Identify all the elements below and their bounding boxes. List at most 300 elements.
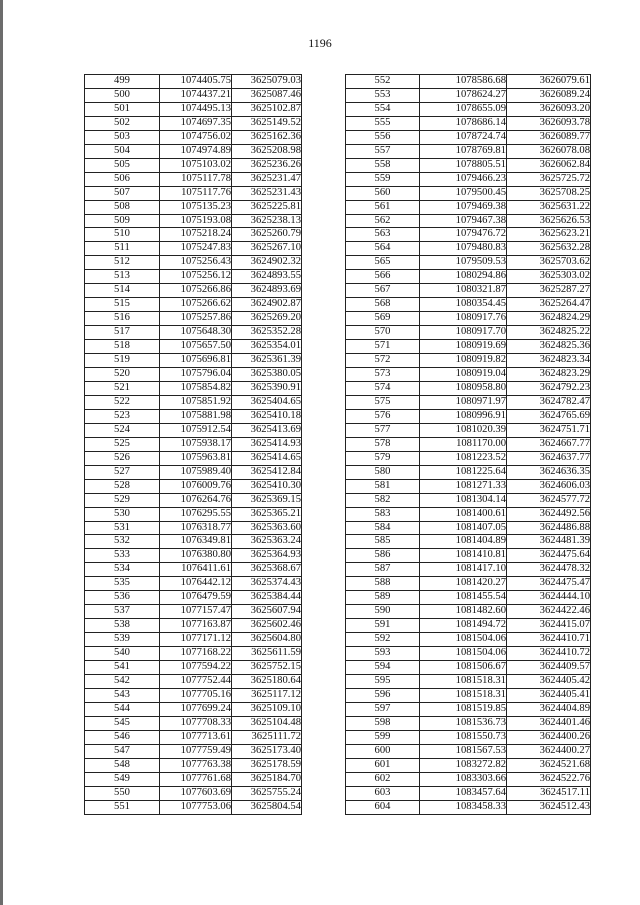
- y-coordinate-cell: 3625352.28: [232, 326, 302, 340]
- y-coordinate-cell: 3625703.62: [507, 256, 591, 270]
- table-row: [346, 647, 591, 661]
- table-row: [346, 423, 591, 437]
- point-number-cell: 516: [85, 312, 160, 326]
- table-row: [346, 172, 591, 186]
- point-number-cell: 509: [85, 214, 160, 228]
- x-coordinate-cell: 1078624.27: [420, 88, 507, 102]
- y-coordinate-cell: 3625109.10: [232, 702, 302, 716]
- y-coordinate-cell: 3624405.41: [507, 688, 591, 702]
- y-coordinate-cell: 3624478.32: [507, 563, 591, 577]
- table-row: [346, 214, 591, 228]
- x-coordinate-cell: 1075657.50: [160, 340, 232, 354]
- y-coordinate-cell: 3626062.84: [507, 158, 591, 172]
- table-row: [85, 423, 302, 437]
- x-coordinate-cell: 1075989.40: [160, 465, 232, 479]
- table-row: [85, 340, 302, 354]
- table-row: [346, 284, 591, 298]
- x-coordinate-cell: 1075938.17: [160, 437, 232, 451]
- y-coordinate-cell: 3626079.61: [507, 75, 591, 89]
- y-coordinate-cell: 3624893.55: [232, 270, 302, 284]
- table-row: [346, 437, 591, 451]
- table-row: [346, 158, 591, 172]
- table-row: [85, 437, 302, 451]
- y-coordinate-cell: 3625368.67: [232, 563, 302, 577]
- table-row: [346, 368, 591, 382]
- table-row: [85, 591, 302, 605]
- point-number-cell: 557: [346, 144, 420, 158]
- x-coordinate-cell: 1078586.68: [420, 75, 507, 89]
- x-coordinate-cell: 1075266.86: [160, 284, 232, 298]
- point-number-cell: 563: [346, 228, 420, 242]
- x-coordinate-cell: 1080294.86: [420, 270, 507, 284]
- table-row: [346, 605, 591, 619]
- y-coordinate-cell: 3624637.77: [507, 451, 591, 465]
- table-row: [346, 340, 591, 354]
- point-number-cell: 559: [346, 172, 420, 186]
- x-coordinate-cell: 1074756.02: [160, 130, 232, 144]
- y-coordinate-cell: 3625390.91: [232, 381, 302, 395]
- table-row: [85, 758, 302, 772]
- x-coordinate-cell: 1075696.81: [160, 354, 232, 368]
- x-coordinate-cell: 1081020.39: [420, 423, 507, 437]
- point-number-cell: 519: [85, 354, 160, 368]
- table-row: [346, 451, 591, 465]
- x-coordinate-cell: 1076295.55: [160, 507, 232, 521]
- y-coordinate-cell: 3625602.46: [232, 619, 302, 633]
- x-coordinate-cell: 1081504.06: [420, 647, 507, 661]
- x-coordinate-cell: 1081407.05: [420, 521, 507, 535]
- table-row: [346, 716, 591, 730]
- x-coordinate-cell: 1078655.09: [420, 102, 507, 116]
- table-row: [85, 116, 302, 130]
- table-row: [85, 563, 302, 577]
- x-coordinate-cell: 1075247.83: [160, 242, 232, 256]
- table-row: [346, 577, 591, 591]
- table-row: [346, 298, 591, 312]
- point-number-cell: 591: [346, 619, 420, 633]
- point-number-cell: 502: [85, 116, 160, 130]
- x-coordinate-cell: 1081518.31: [420, 674, 507, 688]
- point-number-cell: 539: [85, 633, 160, 647]
- x-coordinate-cell: 1075256.43: [160, 256, 232, 270]
- y-coordinate-cell: 3624577.72: [507, 493, 591, 507]
- point-number-cell: 560: [346, 186, 420, 200]
- y-coordinate-cell: 3625287.27: [507, 284, 591, 298]
- point-number-cell: 549: [85, 772, 160, 786]
- y-coordinate-cell: 3625412.84: [232, 465, 302, 479]
- table-row: [85, 395, 302, 409]
- y-coordinate-cell: 3624667.77: [507, 437, 591, 451]
- point-number-cell: 596: [346, 688, 420, 702]
- point-number-cell: 566: [346, 270, 420, 284]
- table-row: [85, 326, 302, 340]
- y-coordinate-cell: 3625374.43: [232, 577, 302, 591]
- point-number-cell: 523: [85, 409, 160, 423]
- x-coordinate-cell: 1081304.14: [420, 493, 507, 507]
- point-number-cell: 505: [85, 158, 160, 172]
- y-coordinate-cell: 3625079.03: [232, 75, 302, 89]
- x-coordinate-cell: 1081400.61: [420, 507, 507, 521]
- y-coordinate-cell: 3625117.12: [232, 688, 302, 702]
- table-row: [346, 591, 591, 605]
- y-coordinate-cell: 3625111.72: [232, 730, 302, 744]
- table-row: [346, 75, 591, 89]
- x-coordinate-cell: 1075851.92: [160, 395, 232, 409]
- point-number-cell: 540: [85, 647, 160, 661]
- y-coordinate-cell: 3626078.08: [507, 144, 591, 158]
- y-coordinate-cell: 3625269.20: [232, 312, 302, 326]
- point-number-cell: 604: [346, 800, 420, 814]
- x-coordinate-cell: 1080354.45: [420, 298, 507, 312]
- point-number-cell: 543: [85, 688, 160, 702]
- point-number-cell: 503: [85, 130, 160, 144]
- x-coordinate-cell: 1081567.53: [420, 744, 507, 758]
- table-row: [85, 172, 302, 186]
- point-number-cell: 528: [85, 479, 160, 493]
- point-number-cell: 531: [85, 521, 160, 535]
- table-row: [346, 256, 591, 270]
- point-number-cell: 533: [85, 549, 160, 563]
- y-coordinate-cell: 3625361.39: [232, 354, 302, 368]
- point-number-cell: 553: [346, 88, 420, 102]
- point-number-cell: 556: [346, 130, 420, 144]
- x-coordinate-cell: 1076411.61: [160, 563, 232, 577]
- x-coordinate-cell: 1075266.62: [160, 298, 232, 312]
- y-coordinate-cell: 3625264.47: [507, 298, 591, 312]
- x-coordinate-cell: 1076318.77: [160, 521, 232, 535]
- x-coordinate-cell: 1081170.00: [420, 437, 507, 451]
- table-row: [85, 716, 302, 730]
- x-coordinate-cell: 1076380.80: [160, 549, 232, 563]
- point-number-cell: 542: [85, 674, 160, 688]
- point-number-cell: 569: [346, 312, 420, 326]
- table-row: [85, 647, 302, 661]
- x-coordinate-cell: 1077708.33: [160, 716, 232, 730]
- x-coordinate-cell: 1083272.82: [420, 758, 507, 772]
- x-coordinate-cell: 1081494.72: [420, 619, 507, 633]
- y-coordinate-cell: 3625184.70: [232, 772, 302, 786]
- x-coordinate-cell: 1081455.54: [420, 591, 507, 605]
- x-coordinate-cell: 1075912.54: [160, 423, 232, 437]
- y-coordinate-cell: 3624512.43: [507, 800, 591, 814]
- point-number-cell: 512: [85, 256, 160, 270]
- point-number-cell: 548: [85, 758, 160, 772]
- table-row: [85, 298, 302, 312]
- x-coordinate-cell: 1081420.27: [420, 577, 507, 591]
- point-number-cell: 584: [346, 521, 420, 535]
- point-number-cell: 601: [346, 758, 420, 772]
- point-number-cell: 504: [85, 144, 160, 158]
- y-coordinate-cell: 3624765.69: [507, 409, 591, 423]
- table-row: [346, 326, 591, 340]
- table-row: [346, 144, 591, 158]
- table-row: [346, 521, 591, 535]
- point-number-cell: 575: [346, 395, 420, 409]
- table-row: [346, 800, 591, 814]
- x-coordinate-cell: 1077603.69: [160, 786, 232, 800]
- table-row: [85, 200, 302, 214]
- table-row: [85, 214, 302, 228]
- y-coordinate-cell: 3625631.22: [507, 200, 591, 214]
- point-number-cell: 552: [346, 75, 420, 89]
- point-number-cell: 586: [346, 549, 420, 563]
- x-coordinate-cell: 1080971.97: [420, 395, 507, 409]
- table-row: [85, 381, 302, 395]
- point-number-cell: 515: [85, 298, 160, 312]
- y-coordinate-cell: 3625369.15: [232, 493, 302, 507]
- y-coordinate-cell: 3625354.01: [232, 340, 302, 354]
- point-number-cell: 595: [346, 674, 420, 688]
- table-row: [346, 633, 591, 647]
- y-coordinate-cell: 3624517.11: [507, 786, 591, 800]
- y-coordinate-cell: 3624792.23: [507, 381, 591, 395]
- x-coordinate-cell: 1074974.89: [160, 144, 232, 158]
- x-coordinate-cell: 1075648.30: [160, 326, 232, 340]
- point-number-cell: 593: [346, 647, 420, 661]
- point-number-cell: 547: [85, 744, 160, 758]
- table-row: [85, 633, 302, 647]
- point-number-cell: 511: [85, 242, 160, 256]
- table-row: [346, 507, 591, 521]
- y-coordinate-cell: 3624825.22: [507, 326, 591, 340]
- x-coordinate-cell: 1079469.38: [420, 200, 507, 214]
- x-coordinate-cell: 1077752.44: [160, 674, 232, 688]
- y-coordinate-cell: 3624401.46: [507, 716, 591, 730]
- y-coordinate-cell: 3624521.68: [507, 758, 591, 772]
- table-row: [346, 242, 591, 256]
- table-row: [346, 465, 591, 479]
- y-coordinate-cell: 3624475.47: [507, 577, 591, 591]
- x-coordinate-cell: 1075796.04: [160, 368, 232, 382]
- table-row: [85, 786, 302, 800]
- x-coordinate-cell: 1075854.82: [160, 381, 232, 395]
- point-number-cell: 602: [346, 772, 420, 786]
- x-coordinate-cell: 1080919.82: [420, 354, 507, 368]
- x-coordinate-cell: 1078724.74: [420, 130, 507, 144]
- table-row: [85, 535, 302, 549]
- y-coordinate-cell: 3624636.35: [507, 465, 591, 479]
- point-number-cell: 579: [346, 451, 420, 465]
- y-coordinate-cell: 3625238.13: [232, 214, 302, 228]
- point-number-cell: 520: [85, 368, 160, 382]
- x-coordinate-cell: 1077699.24: [160, 702, 232, 716]
- table-row: [85, 661, 302, 675]
- x-coordinate-cell: 1081504.06: [420, 633, 507, 647]
- point-number-cell: 564: [346, 242, 420, 256]
- point-number-cell: 517: [85, 326, 160, 340]
- y-coordinate-cell: 3625087.46: [232, 88, 302, 102]
- table-row: [85, 158, 302, 172]
- y-coordinate-cell: 3625410.18: [232, 409, 302, 423]
- table-row: [85, 619, 302, 633]
- x-coordinate-cell: 1075117.76: [160, 186, 232, 200]
- table-row: [346, 312, 591, 326]
- table-row: [85, 75, 302, 89]
- y-coordinate-cell: 3624409.57: [507, 661, 591, 675]
- table-row: [346, 102, 591, 116]
- x-coordinate-cell: 1076264.76: [160, 493, 232, 507]
- x-coordinate-cell: 1074437.21: [160, 88, 232, 102]
- table-row: [85, 270, 302, 284]
- y-coordinate-cell: 3625303.02: [507, 270, 591, 284]
- x-coordinate-cell: 1078769.81: [420, 144, 507, 158]
- y-coordinate-cell: 3625363.60: [232, 521, 302, 535]
- y-coordinate-cell: 3625364.93: [232, 549, 302, 563]
- point-number-cell: 562: [346, 214, 420, 228]
- x-coordinate-cell: 1076442.12: [160, 577, 232, 591]
- y-coordinate-cell: 3624902.32: [232, 256, 302, 270]
- table-row: [85, 144, 302, 158]
- point-number-cell: 544: [85, 702, 160, 716]
- table-row: [346, 88, 591, 102]
- table-row: [346, 563, 591, 577]
- point-number-cell: 571: [346, 340, 420, 354]
- x-coordinate-cell: 1081519.85: [420, 702, 507, 716]
- table-row: [85, 228, 302, 242]
- left-coordinate-table: [84, 74, 302, 815]
- x-coordinate-cell: 1081550.73: [420, 730, 507, 744]
- point-number-cell: 522: [85, 395, 160, 409]
- y-coordinate-cell: 3625414.65: [232, 451, 302, 465]
- point-number-cell: 550: [85, 786, 160, 800]
- table-row: [346, 758, 591, 772]
- x-coordinate-cell: 1080958.80: [420, 381, 507, 395]
- point-number-cell: 598: [346, 716, 420, 730]
- x-coordinate-cell: 1079509.53: [420, 256, 507, 270]
- y-coordinate-cell: 3624823.29: [507, 368, 591, 382]
- y-coordinate-cell: 3625231.47: [232, 172, 302, 186]
- point-number-cell: 541: [85, 661, 160, 675]
- y-coordinate-cell: 3624782.47: [507, 395, 591, 409]
- x-coordinate-cell: 1081482.60: [420, 605, 507, 619]
- point-number-cell: 568: [346, 298, 420, 312]
- x-coordinate-cell: 1083458.33: [420, 800, 507, 814]
- point-number-cell: 599: [346, 730, 420, 744]
- y-coordinate-cell: 3625178.59: [232, 758, 302, 772]
- y-coordinate-cell: 3625267.10: [232, 242, 302, 256]
- x-coordinate-cell: 1080996.91: [420, 409, 507, 423]
- point-number-cell: 524: [85, 423, 160, 437]
- x-coordinate-cell: 1081506.67: [420, 661, 507, 675]
- y-coordinate-cell: 3625413.69: [232, 423, 302, 437]
- point-number-cell: 597: [346, 702, 420, 716]
- x-coordinate-cell: 1078805.51: [420, 158, 507, 172]
- table-row: [85, 465, 302, 479]
- table-row: [85, 493, 302, 507]
- x-coordinate-cell: 1074495.13: [160, 102, 232, 116]
- point-number-cell: 529: [85, 493, 160, 507]
- y-coordinate-cell: 3625752.15: [232, 661, 302, 675]
- point-number-cell: 600: [346, 744, 420, 758]
- y-coordinate-cell: 3624522.76: [507, 772, 591, 786]
- point-number-cell: 537: [85, 605, 160, 619]
- y-coordinate-cell: 3625180.64: [232, 674, 302, 688]
- point-number-cell: 536: [85, 591, 160, 605]
- table-row: [85, 312, 302, 326]
- y-coordinate-cell: 3624404.89: [507, 702, 591, 716]
- x-coordinate-cell: 1079467.38: [420, 214, 507, 228]
- point-number-cell: 577: [346, 423, 420, 437]
- point-number-cell: 526: [85, 451, 160, 465]
- x-coordinate-cell: 1075218.24: [160, 228, 232, 242]
- point-number-cell: 534: [85, 563, 160, 577]
- point-number-cell: 558: [346, 158, 420, 172]
- y-coordinate-cell: 3624400.26: [507, 730, 591, 744]
- y-coordinate-cell: 3624481.39: [507, 535, 591, 549]
- y-coordinate-cell: 3625804.54: [232, 800, 302, 814]
- x-coordinate-cell: 1077157.47: [160, 605, 232, 619]
- table-row: [346, 381, 591, 395]
- point-number-cell: 521: [85, 381, 160, 395]
- y-coordinate-cell: 3624415.07: [507, 619, 591, 633]
- page-edge: [0, 0, 3, 905]
- table-row: [85, 102, 302, 116]
- y-coordinate-cell: 3624486.88: [507, 521, 591, 535]
- x-coordinate-cell: 1077713.61: [160, 730, 232, 744]
- table-row: [346, 186, 591, 200]
- table-row: [346, 702, 591, 716]
- point-number-cell: 583: [346, 507, 420, 521]
- point-number-cell: 576: [346, 409, 420, 423]
- x-coordinate-cell: 1075117.78: [160, 172, 232, 186]
- table-row: [346, 479, 591, 493]
- y-coordinate-cell: 3625623.21: [507, 228, 591, 242]
- point-number-cell: 525: [85, 437, 160, 451]
- x-coordinate-cell: 1077763.38: [160, 758, 232, 772]
- point-number-cell: 527: [85, 465, 160, 479]
- x-coordinate-cell: 1079500.45: [420, 186, 507, 200]
- point-number-cell: 587: [346, 563, 420, 577]
- x-coordinate-cell: 1075963.81: [160, 451, 232, 465]
- point-number-cell: 551: [85, 800, 160, 814]
- table-row: [85, 702, 302, 716]
- x-coordinate-cell: 1081518.31: [420, 688, 507, 702]
- y-coordinate-cell: 3625363.24: [232, 535, 302, 549]
- point-number-cell: 594: [346, 661, 420, 675]
- y-coordinate-cell: 3625365.21: [232, 507, 302, 521]
- x-coordinate-cell: 1083457.64: [420, 786, 507, 800]
- x-coordinate-cell: 1075256.12: [160, 270, 232, 284]
- x-coordinate-cell: 1076009.76: [160, 479, 232, 493]
- table-row: [346, 116, 591, 130]
- table-row: [85, 130, 302, 144]
- point-number-cell: 508: [85, 200, 160, 214]
- point-number-cell: 513: [85, 270, 160, 284]
- x-coordinate-cell: 1075257.86: [160, 312, 232, 326]
- table-row: [85, 674, 302, 688]
- x-coordinate-cell: 1081223.52: [420, 451, 507, 465]
- y-coordinate-cell: 3625755.24: [232, 786, 302, 800]
- table-row: [346, 619, 591, 633]
- y-coordinate-cell: 3625149.52: [232, 116, 302, 130]
- point-number-cell: 590: [346, 605, 420, 619]
- page-number: 1196: [308, 36, 332, 50]
- y-coordinate-cell: 3625236.26: [232, 158, 302, 172]
- table-row: [85, 688, 302, 702]
- table-row: [85, 521, 302, 535]
- point-number-cell: 588: [346, 577, 420, 591]
- point-number-cell: 545: [85, 716, 160, 730]
- x-coordinate-cell: 1077594.22: [160, 661, 232, 675]
- point-number-cell: 499: [85, 75, 160, 89]
- point-number-cell: 530: [85, 507, 160, 521]
- point-number-cell: 538: [85, 619, 160, 633]
- x-coordinate-cell: 1081225.64: [420, 465, 507, 479]
- x-coordinate-cell: 1077168.22: [160, 647, 232, 661]
- y-coordinate-cell: 3625604.80: [232, 633, 302, 647]
- x-coordinate-cell: 1077761.68: [160, 772, 232, 786]
- x-coordinate-cell: 1083303.66: [420, 772, 507, 786]
